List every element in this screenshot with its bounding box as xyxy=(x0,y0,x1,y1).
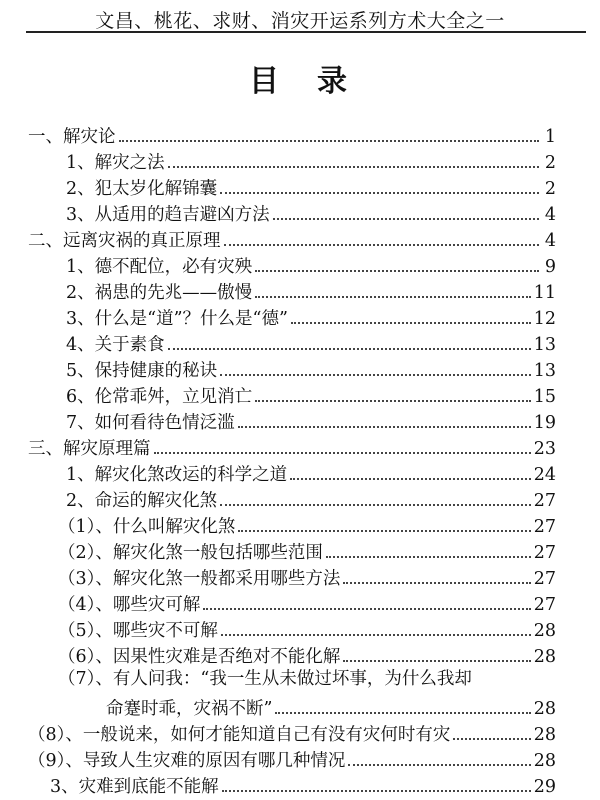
toc-entry-label: （9）、导致人生灾难的原因有哪几种情况 xyxy=(28,751,346,771)
dot-leader xyxy=(238,426,531,428)
toc-entry[interactable] xyxy=(58,668,556,694)
toc-entry-label: （4）、哪些灾可解 xyxy=(58,595,201,615)
toc-entry-page: 27 xyxy=(533,517,556,537)
dot-leader xyxy=(221,634,531,636)
dot-leader xyxy=(220,374,531,376)
toc-entry[interactable] xyxy=(28,226,556,252)
toc-entry-label: 命蹇时乖，灾祸不断” xyxy=(106,699,273,719)
toc-entry-page: 28 xyxy=(533,647,556,667)
toc-entry-label: 2、命运的解灾化煞 xyxy=(66,491,218,511)
toc-entry-label: 3、什么是“道”？什么是“德” xyxy=(66,309,288,329)
toc-entry-page: 13 xyxy=(533,335,556,355)
toc-entry-page: 13 xyxy=(533,361,556,381)
dot-leader xyxy=(168,348,531,350)
dot-leader xyxy=(119,140,540,142)
toc-entry[interactable] xyxy=(28,434,556,460)
dot-leader xyxy=(255,400,531,402)
toc-entry-page: 29 xyxy=(533,777,556,797)
toc-entry-label: （7）、有人问我：“我一生从未做过坏事，为什么我却 xyxy=(58,669,472,689)
dot-leader xyxy=(453,738,530,740)
toc-entry-page: 28 xyxy=(533,621,556,641)
table-of-contents xyxy=(0,120,600,800)
dot-leader xyxy=(238,530,530,532)
toc-entry[interactable] xyxy=(66,278,556,304)
dot-leader xyxy=(343,582,530,584)
toc-entry[interactable] xyxy=(58,642,556,668)
toc-entry-page: 28 xyxy=(533,751,556,771)
dot-leader xyxy=(154,452,531,454)
toc-entry-label: （6）、因果性灾难是否绝对不能化解 xyxy=(58,647,341,667)
dot-leader xyxy=(291,322,531,324)
toc-entry-page: 27 xyxy=(533,595,556,615)
toc-entry-label: （8）、一般说来，如何才能知道自己有没有灾何时有灾 xyxy=(28,725,451,745)
toc-entry-label: 二、远离灾祸的真正原理 xyxy=(28,231,221,251)
toc-entry-label: 1、德不配位，必有灾殃 xyxy=(66,257,253,277)
series-title: 文昌、桃花、求财、消灾开运系列方术大全之一 xyxy=(95,10,505,32)
toc-entry-label: 三、解灾原理篇 xyxy=(28,439,151,459)
dot-leader xyxy=(220,504,531,506)
dot-leader xyxy=(275,712,530,714)
toc-entry-page: 9 xyxy=(544,257,556,277)
toc-entry-page: 28 xyxy=(533,725,556,745)
toc-entry[interactable] xyxy=(28,720,556,746)
dot-leader xyxy=(290,478,531,480)
dot-leader xyxy=(343,660,530,662)
toc-entry[interactable] xyxy=(58,564,556,590)
toc-entry-page: 23 xyxy=(533,439,556,459)
dot-leader xyxy=(220,192,539,194)
dot-leader xyxy=(255,296,531,298)
toc-entry[interactable] xyxy=(66,486,556,512)
running-header xyxy=(0,0,600,30)
toc-entry[interactable] xyxy=(66,356,556,382)
toc-entry[interactable] xyxy=(28,746,556,772)
toc-entry-label: 3、灾难到底能不能解 xyxy=(50,777,219,797)
toc-entry-label: 4、关于素食 xyxy=(66,335,165,355)
toc-entry[interactable] xyxy=(66,174,556,200)
dot-leader xyxy=(203,608,530,610)
toc-entry-page: 27 xyxy=(533,569,556,589)
toc-entry-label: 6、伦常乖舛，立见消亡 xyxy=(66,387,253,407)
toc-entry[interactable] xyxy=(50,772,556,798)
toc-entry[interactable] xyxy=(66,460,556,486)
toc-entry-label: 5、保持健康的秘诀 xyxy=(66,361,218,381)
toc-entry[interactable] xyxy=(58,538,556,564)
toc-entry-page: 4 xyxy=(544,205,556,225)
toc-entry-label: 1、解灾之法 xyxy=(66,153,165,173)
dot-leader xyxy=(168,166,539,168)
toc-entry-page: 19 xyxy=(533,413,556,433)
toc-entry-page: 1 xyxy=(544,127,556,147)
toc-entry[interactable] xyxy=(58,590,556,616)
toc-entry[interactable] xyxy=(66,200,556,226)
toc-entry-label: （5）、哪些灾不可解 xyxy=(58,621,218,641)
toc-entry-page: 12 xyxy=(533,309,556,329)
page-title: 目 录 xyxy=(249,64,351,99)
dot-leader xyxy=(273,218,539,220)
toc-entry-label: 3、从适用的趋吉避凶方法 xyxy=(66,205,270,225)
dot-leader xyxy=(222,790,531,792)
toc-entry-page: 28 xyxy=(533,699,556,719)
toc-entry-page: 24 xyxy=(533,465,556,485)
toc-entry-page: 15 xyxy=(533,387,556,407)
toc-entry-label: 7、如何看待色情泛滥 xyxy=(66,413,235,433)
toc-entry[interactable] xyxy=(58,616,556,642)
toc-entry-page: 27 xyxy=(533,543,556,563)
toc-entry[interactable] xyxy=(66,382,556,408)
dot-leader xyxy=(348,764,530,766)
toc-entry[interactable] xyxy=(66,304,556,330)
dot-leader xyxy=(255,270,539,272)
toc-entry[interactable] xyxy=(28,122,556,148)
toc-entry-page: 4 xyxy=(544,231,556,251)
toc-entry-label: 2、犯太岁化解锦囊 xyxy=(66,179,218,199)
toc-entry-label: 1、解灾化煞改运的科学之道 xyxy=(66,465,288,485)
toc-entry[interactable] xyxy=(66,408,556,434)
toc-entry-page: 2 xyxy=(544,179,556,199)
toc-entry-page: 27 xyxy=(533,491,556,511)
toc-entry-label: （2）、解灾化煞一般包括哪些范围 xyxy=(58,543,323,563)
toc-entry-label: （3）、解灾化煞一般都采用哪些方法 xyxy=(58,569,341,589)
dot-leader xyxy=(224,244,540,246)
toc-entry-label: 2、祸患的先兆——傲慢 xyxy=(66,283,253,303)
toc-entry[interactable] xyxy=(66,330,556,356)
toc-entry-label: （1）、什么叫解灾化煞 xyxy=(58,517,236,537)
toc-entry[interactable] xyxy=(66,148,556,174)
header-rule xyxy=(26,31,586,33)
dot-leader xyxy=(326,556,531,558)
toc-entry[interactable] xyxy=(58,512,556,538)
toc-entry-page: 11 xyxy=(533,283,556,303)
toc-entry[interactable] xyxy=(66,252,556,278)
toc-entry[interactable] xyxy=(106,694,556,720)
toc-entry-label: 一、解灾论 xyxy=(28,127,116,147)
toc-entry-page: 2 xyxy=(544,153,556,173)
